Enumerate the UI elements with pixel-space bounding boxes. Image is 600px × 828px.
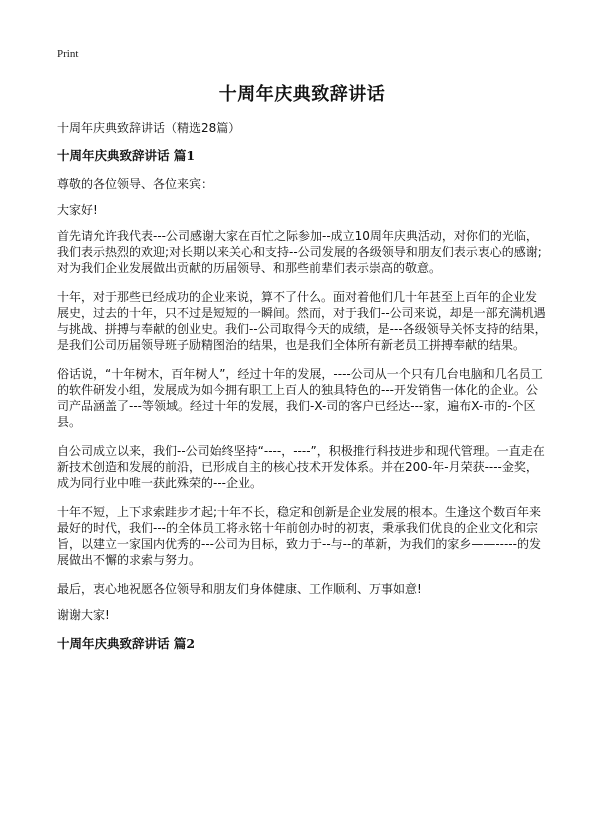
document-body	[57, 80, 547, 664]
paragraph-growth: 俗话说，“十年树木，百年树人”，经过十年的发展，----公司从一个只有几台电脑和几名员工的软件研发小组，发展成为如今拥有职工上百人的独具特色的---开发销售一体化的企业。公司产品涵盖了---等领域。经过十年的发展，我们-X-司的客户已经达---家，遍布X-市的-个区县。	[57, 367, 543, 429]
paragraph-greeting: 大家好!	[57, 203, 98, 217]
section-heading-2: 十周年庆典致辞讲话 篇2	[57, 636, 196, 651]
document-subtitle: 十周年庆典致辞讲话（精选28篇）	[57, 121, 241, 135]
paragraph-innovation: 自公司成立以来，我们--公司始终坚持“----，----”，积极推行科技进步和现代管理。一直走在新技术创造和发展的前沿，已形成自主的核心技术开发体系。并在200-年-月荣获----金奖，成为同行业中唯一获此殊荣的---企业。	[57, 444, 545, 490]
paragraph-opening: 首先请允许我代表---公司感谢大家在百忙之际参加--成立10周年庆典活动，对你们的光临，我们表示热烈的欢迎;对长期以来关心和支持--公司发展的各级领导和朋友们表示衷心的感谢;对为我们企业发展做出贡献的历届领导、和那些前辈们表示崇高的敬意。	[57, 229, 542, 275]
section-heading-1: 十周年庆典致辞讲话 篇1	[57, 148, 196, 163]
paragraph-thanks: 谢谢大家!	[57, 608, 110, 622]
paragraph-salutation: 尊敬的各位领导、各位来宾：	[57, 177, 214, 191]
paragraph-ten-years: 十年，对于那些已经成功的企业来说，算不了什么。面对着他们几十年甚至上百年的企业发展史，过去的十年，只不过是短短的一瞬间。然而，对于我们--公司来说，却是一部充满机遇与挑战、拼搏与奉献的创业史。我们--公司取得今天的成绩，是---各级领导关怀支持的结果，是我们公司历届领导班子励精图治的结果，也是我们全体所有新老员工拼搏奉献的结果。	[57, 290, 547, 352]
document-title: 十周年庆典致辞讲话	[218, 84, 386, 105]
paragraph-closing: 最后，衷心地祝愿各位领导和朋友们身体健康、工作顺利、万事如意!	[57, 582, 422, 596]
paragraph-future: 十年不短，上下求索跬步才起;十年不长，稳定和创新是企业发展的根本。生逢这个数百年来最好的时代，我们---的全体员工将永铭十年前创办时的初衷，秉承我们优良的企业文化和宗旨，以建立一家国内优秀的---公司为目标，致力于--与--的革新，为我们的家乡——-----的发展做出不懈的求索与努力。	[57, 505, 542, 567]
print-link[interactable]: Print	[57, 48, 79, 60]
